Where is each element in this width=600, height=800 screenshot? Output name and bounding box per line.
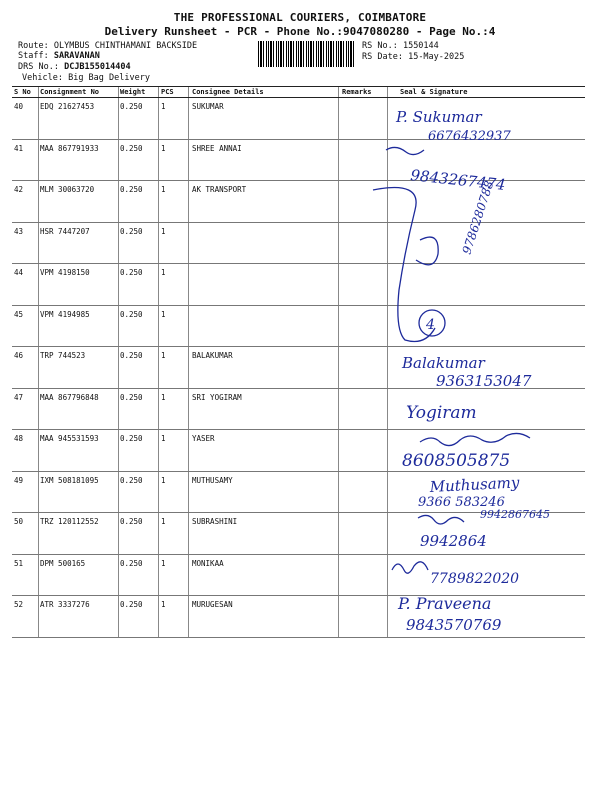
row-pcs: 1 — [161, 226, 166, 236]
row-sno: 41 — [14, 143, 24, 153]
row-consignee: BALAKUMAR — [192, 351, 233, 360]
staff-line — [18, 51, 100, 61]
row-pcs: 1 — [161, 558, 166, 568]
row-consignment: ATR 3337276 — [40, 600, 90, 609]
row-consignee: SHREE ANNAI — [192, 143, 242, 153]
col-weight: Weight — [120, 88, 146, 96]
company-title: THE PROFESSIONAL COURIERS, COIMBATORE — [173, 11, 427, 24]
row-consignment: IXM 508181095 — [40, 475, 99, 485]
row-pcs: 1 — [161, 475, 166, 485]
row-consignee: YASER — [192, 434, 215, 443]
row-sno: 50 — [14, 517, 24, 526]
row-pcs: 1 — [161, 600, 166, 609]
row-weight: 0.250 — [120, 351, 143, 360]
row-sno: 49 — [14, 475, 24, 485]
drs-label: DRS No.: — [18, 62, 59, 72]
row-sno: 52 — [14, 600, 24, 609]
rs-no-label: RS No.: — [362, 41, 398, 51]
row-sno: 43 — [14, 226, 24, 236]
row-pcs: 1 — [161, 517, 166, 526]
col-consignment: Consignment No — [40, 88, 100, 96]
row-weight: 0.250 — [120, 392, 143, 402]
row-sno: 46 — [14, 351, 24, 360]
row-weight: 0.250 — [120, 558, 143, 568]
route-line — [18, 41, 197, 51]
rs-date-value: 15-May-2025 — [408, 52, 465, 62]
route-value: OLYMBUS CHINTHAMANI BACKSIDE — [53, 41, 198, 51]
row-consignee: MUTHUSAMY — [192, 475, 233, 485]
table-row — [12, 555, 585, 597]
barcode — [258, 41, 354, 67]
row-consignee: AK TRANSPORT — [192, 185, 247, 194]
row-pcs: 1 — [161, 185, 166, 194]
signature-murugesan: P. Praveena — [398, 594, 492, 613]
row-pcs: 1 — [161, 268, 166, 277]
row-consignment: DPM 500165 — [40, 558, 86, 568]
table-row — [12, 140, 585, 182]
row-pcs: 1 — [161, 392, 166, 402]
row-consignment: EDQ 21627453 — [40, 102, 95, 111]
phone-murugesan: 9843570769 — [406, 616, 502, 634]
table-row — [12, 181, 585, 223]
drs-value: DCJB155014404 — [64, 62, 131, 72]
phone-subrashini: 9942867645 — [480, 508, 550, 521]
table-row — [12, 347, 585, 389]
col-pcs: PCS — [161, 88, 174, 96]
row-weight: 0.250 — [120, 268, 143, 277]
row-consignment: MAA 945531593 — [40, 434, 99, 443]
row-consignment: MAA 867796848 — [40, 392, 99, 402]
row-consignee: SRI YOGIRAM — [192, 392, 242, 402]
row-consignment: HSR 7447207 — [40, 226, 90, 236]
runsheet-subtitle: Delivery Runsheet - PCR - Phone No.:9047080280 - Page No.:4 — [104, 25, 496, 38]
phone-monikaa: 7789822020 — [430, 571, 520, 587]
row-pcs: 1 — [161, 143, 166, 153]
vehicle-label: Vehicle: — [22, 73, 63, 83]
row-consignment: MAA 867791933 — [40, 143, 99, 153]
route-label: Route: — [18, 41, 49, 51]
row-pcs: 1 — [161, 102, 166, 111]
row-weight: 0.250 — [120, 309, 143, 319]
table-row — [12, 596, 585, 638]
phone-shree-annai: 9843267474 — [409, 166, 507, 194]
row-weight: 0.250 — [120, 185, 143, 194]
row-weight: 0.250 — [120, 102, 143, 111]
phone-ak-transport: 9786280788 — [459, 178, 497, 256]
delivery-table — [12, 86, 585, 638]
row-consignment: MLM 30063720 — [40, 185, 95, 194]
col-signature: Seal & Signature — [400, 88, 468, 96]
rs-date-line — [362, 52, 464, 62]
phone-muthusamy: 9366 583246 — [418, 495, 505, 510]
vehicle-line — [22, 73, 150, 83]
row-sno: 45 — [14, 309, 24, 319]
col-consignee: Consignee Details — [192, 88, 264, 96]
phone-subrashini-2: 9942864 — [420, 532, 487, 550]
signature-balakumar: Balakumar — [402, 354, 485, 372]
row-weight: 0.250 — [120, 434, 143, 443]
phone-sukumar: 6676432937 — [428, 129, 511, 144]
circled-mark-number: 4 — [426, 317, 435, 333]
signature-muthusamy: Muthusamy — [429, 473, 520, 496]
staff-label: Staff: — [18, 51, 49, 61]
table-row — [12, 389, 585, 431]
row-sno: 51 — [14, 558, 24, 568]
phone-balakumar: 9363153047 — [436, 372, 532, 390]
row-pcs: 1 — [161, 309, 166, 319]
row-consignee: SUKUMAR — [192, 102, 224, 111]
rs-no-value: 1550144 — [402, 41, 439, 51]
rs-date-label: RS Date: — [362, 52, 403, 62]
row-weight: 0.250 — [120, 600, 143, 609]
row-pcs: 1 — [161, 351, 166, 360]
row-consignee: SUBRASHINI — [192, 517, 238, 526]
table-header — [12, 87, 585, 98]
table-row — [12, 264, 585, 306]
row-sno: 47 — [14, 392, 24, 402]
row-consignment: TRZ 120112552 — [40, 517, 99, 526]
signature-sukumar: P. Sukumar — [396, 108, 482, 126]
table-row — [12, 223, 585, 265]
row-weight: 0.250 — [120, 226, 143, 236]
staff-value: SARAVANAN — [53, 51, 100, 61]
row-consignee: MURUGESAN — [192, 600, 233, 609]
row-sno: 44 — [14, 268, 24, 277]
col-remarks: Remarks — [342, 88, 372, 96]
row-consignment: VPM 4194985 — [40, 309, 90, 319]
row-weight: 0.250 — [120, 143, 143, 153]
table-row — [12, 430, 585, 472]
row-consignment: VPM 4198150 — [40, 268, 90, 277]
row-pcs: 1 — [161, 434, 166, 443]
row-consignment: TRP 744523 — [40, 351, 86, 360]
row-sno: 42 — [14, 185, 24, 194]
row-sno: 40 — [14, 102, 24, 111]
rs-no-line — [362, 41, 439, 51]
table-row — [12, 306, 585, 348]
row-weight: 0.250 — [120, 475, 143, 485]
col-sno: S No — [14, 88, 31, 96]
drs-line — [18, 62, 131, 72]
signature-yogiram: Yogiram — [406, 403, 477, 423]
vehicle-value: Big Bag Delivery — [68, 73, 150, 83]
row-consignee: MONIKAA — [192, 558, 224, 568]
table-row — [12, 513, 585, 555]
row-weight: 0.250 — [120, 517, 143, 526]
table-row — [12, 98, 585, 140]
phone-yogiram: 8608505875 — [402, 451, 511, 471]
table-row — [12, 472, 585, 514]
row-sno: 48 — [14, 434, 24, 443]
